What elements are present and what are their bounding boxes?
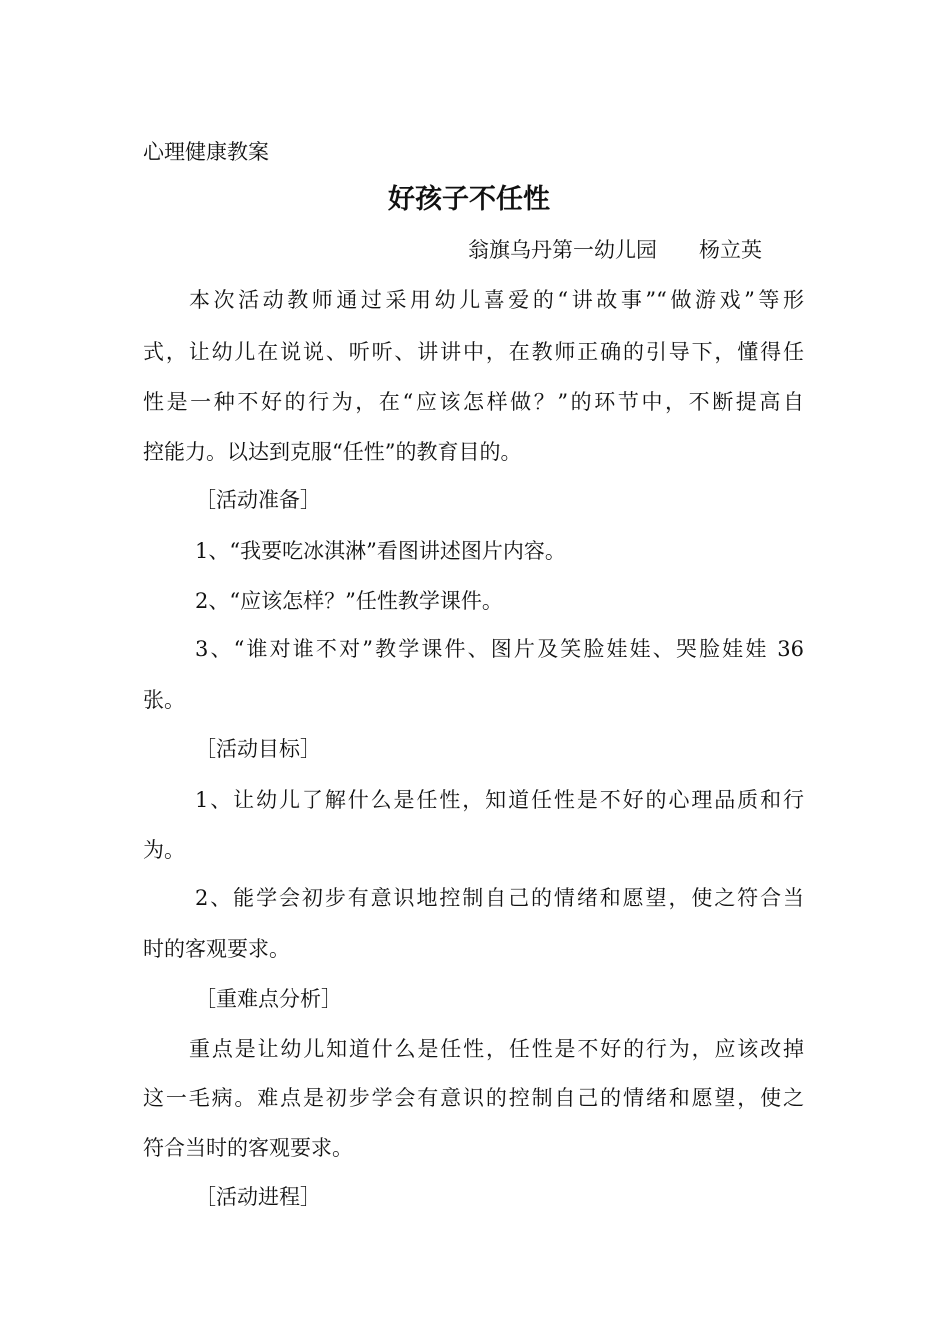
goal-item: 1、让幼儿了解什么是任性，知道任性是不好的心理品质和行 (195, 788, 804, 812)
section-heading-goals: ［活动目标］ (195, 737, 321, 761)
intro-line: 性是一种不好的行为，在“应该怎样做？”的环节中，不断提高自 (143, 390, 804, 414)
category-label: 心理健康教案 (143, 140, 269, 164)
author-line: 翁旗乌丹第一幼儿园 杨立英 (468, 238, 762, 262)
section-heading-process: ［活动进程］ (195, 1185, 321, 1209)
analysis-line: 重点是让幼儿知道什么是任性，任性是不好的行为，应该改掉 (189, 1037, 804, 1061)
intro-line: 控能力。以达到克服“任性”的教育目的。 (143, 440, 522, 464)
analysis-line: 这一毛病。难点是初步学会有意识的控制自己的情绪和愿望，使之 (143, 1086, 804, 1110)
intro-line: 本次活动教师通过采用幼儿喜爱的“讲故事”“做游戏”等形 (189, 288, 804, 312)
goal-item-continuation: 时的客观要求。 (143, 937, 290, 961)
document-title: 好孩子不任性 (388, 184, 550, 215)
goal-item: 2、能学会初步有意识地控制自己的情绪和愿望，使之符合当 (195, 886, 804, 910)
analysis-line: 符合当时的客观要求。 (143, 1136, 353, 1160)
prep-item: 1、“我要吃冰淇淋”看图讲述图片内容。 (195, 539, 566, 563)
section-heading-analysis: ［重难点分析］ (195, 987, 342, 1011)
prep-item: 2、“应该怎样？”任性教学课件。 (195, 589, 503, 613)
prep-item-continuation: 张。 (143, 688, 185, 712)
goal-item-continuation: 为。 (143, 838, 185, 862)
section-heading-prep: ［活动准备］ (195, 488, 321, 512)
intro-line: 式，让幼儿在说说、听听、讲讲中，在教师正确的引导下，懂得任 (143, 340, 804, 364)
prep-item: 3、“谁对谁不对”教学课件、图片及笑脸娃娃、哭脸娃娃 36 (195, 637, 804, 661)
